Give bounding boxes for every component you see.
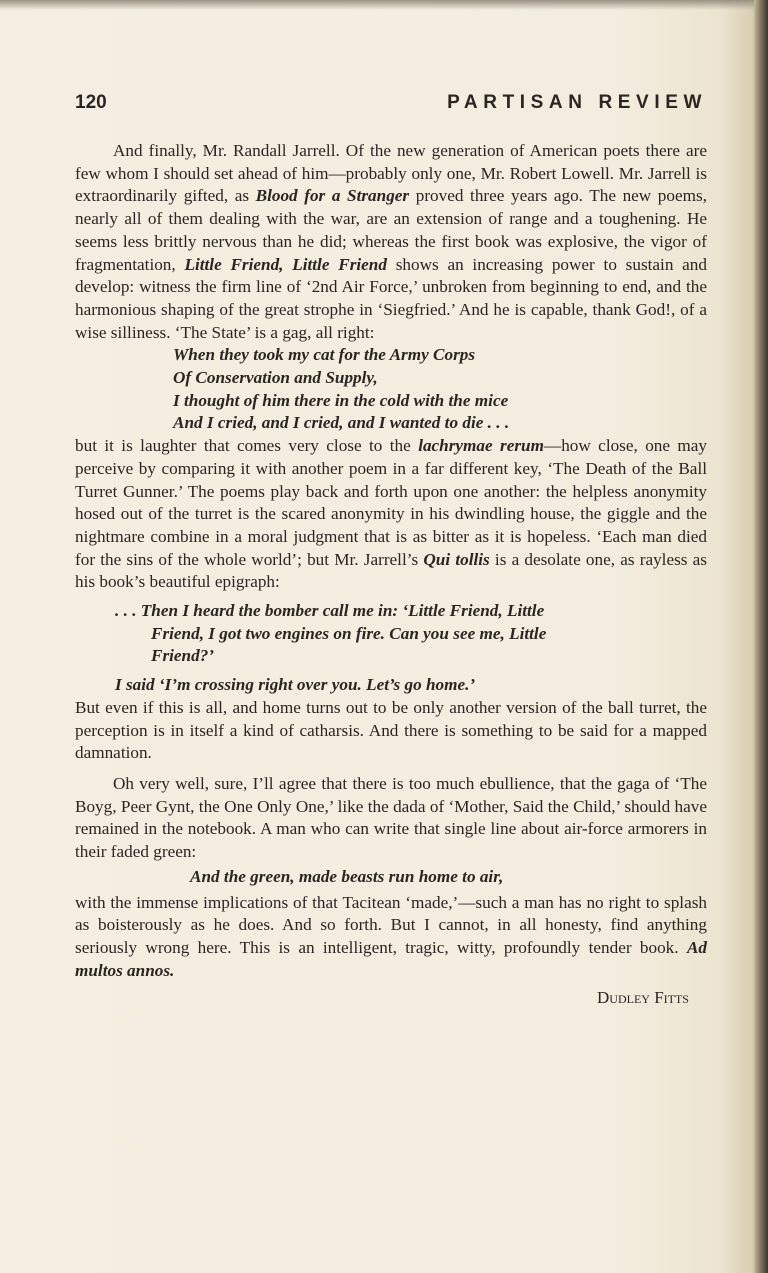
- verse-line: When they took my cat for the Army Corps: [173, 345, 476, 365]
- book-title-blood-for-a-stranger: Blood for a Stranger: [255, 186, 410, 206]
- paragraph-1: [75, 140, 707, 344]
- author-signature: Dudley Fitts: [597, 988, 689, 1008]
- page-number: 120: [75, 92, 107, 113]
- epigraph-line: Friend, I got two engines on fire. Can you see me, Little: [151, 623, 547, 643]
- paragraph-5-lead: with the immense implications of that Tacitean ‘made,’—such a man has no right to splash as boisterously as he does. And so forth. But I cannot, in all honesty, find anything seriously wrong here. This is an intelligent, tragic, witty, profoundly tender book.: [75, 892, 707, 957]
- latin-phrase-qui-tollis: Qui tollis: [423, 549, 490, 569]
- paragraph-3: But even if this is all, and home turns out to be only another version of the ball turret, the perception is in itself a kind of catharsis. And there is something to be said for a mapped damnation.: [75, 697, 707, 763]
- verse-line: And I cried, and I cried, and I wanted to die . . .: [173, 413, 510, 433]
- paragraph-2-tail: is a desolate one, as rayless as his book’s beautiful epigraph:: [75, 549, 707, 592]
- paragraph-1-tail: shows an increasing power to sustain and develop: witness the firm line of ‘2nd Air Force,’ unbroken from beginning to end, and the harmonious shaping of the great strophe in ‘Siegfried.’ And he is capable, thank God!, of a wise silliness. ‘The State’ is a gag, all right:: [75, 254, 707, 342]
- paragraph-1-lead: And finally, Mr. Randall Jarrell. Of the new generation of American poets there are few whom I should set ahead of him—probably only one, Mr. Robert Lowell. Mr. Jarrell is extraordinarily gifted, as: [75, 141, 707, 206]
- latin-phrase-lachrymae: lachrymae rerum: [418, 436, 544, 456]
- paragraph-4: Oh very well, sure, I’ll agree that there is too much ebullience, that the gaga of ‘The Boyg, Peer Gynt, the One Only One,’ like the dada of ‘Mother, Said the Child,’ should have remained in the notebook. A man who can write that single line about air-force armorers in their faded green:: [75, 773, 707, 862]
- epigraph-line: I said ‘I’m crossing right over you. Let’s go home.’: [115, 675, 476, 695]
- latin-phrase-ad-multos-annos: Ad multos annos.: [75, 937, 707, 980]
- paragraph-2-middle: —how close, one may perceive by comparing it with another poem in a far different key, ‘The Death of the Ball Turret Gunner.’ The poems play back and forth upon one another: the helpless anonymity hosed out of the turret is the scared anonymity in his dwindling house, the giggle and the nightmare combine in a moral judgment that is as bitter as it is hopeless. ‘Each man died for the sins of the whole world’; but Mr. Jarrell’s: [75, 436, 708, 569]
- verse-line: Of Conservation and Supply,: [173, 368, 378, 388]
- paragraph-2: [75, 435, 707, 594]
- paragraph-2-lead: but it is laughter that comes very close to the: [75, 436, 419, 456]
- epigraph-line: Friend?’: [151, 646, 215, 666]
- book-title-little-friend: Little Friend, Little Friend: [184, 254, 387, 274]
- page-binding-edge: [754, 0, 768, 1273]
- verse-line: I thought of him there in the cold with the mice: [173, 390, 509, 410]
- verse-line-armorers: And the green, made beasts run home to air,: [190, 866, 504, 886]
- paragraph-1-middle: proved three years ago. The new poems, nearly all of them dealing with the war, are an extension of range and a toughening. He seems less brittly nervous than he did; whereas the first book was explosive, the vigor of fragmentation,: [75, 186, 707, 274]
- epigraph-line: . . . Then I heard the bomber call me in: ‘Little Friend, Little: [115, 601, 545, 621]
- paragraph-5: [75, 892, 707, 983]
- running-head: PARTISAN REVIEW: [447, 92, 707, 113]
- article-text: [75, 140, 707, 1010]
- page-top-shadow: [0, 0, 768, 10]
- page-header: [75, 92, 707, 122]
